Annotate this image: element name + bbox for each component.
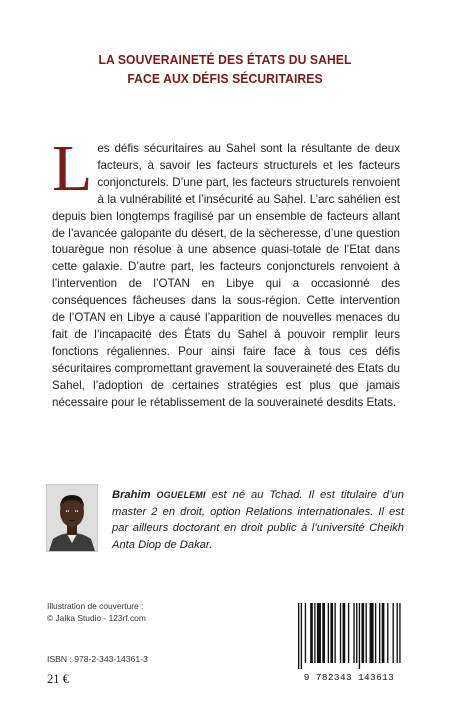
barcode-bar (375, 603, 376, 663)
barcode-bar (387, 603, 388, 663)
barcode-bar (298, 603, 299, 669)
barcode-bar (353, 603, 354, 663)
author-name (112, 489, 206, 501)
credits-line-1: Illustration de couverture : (47, 601, 144, 611)
drop-cap: L (52, 132, 93, 205)
summary-paragraph: es défis sécuritaires au Sahel sont la résultante de deux facteurs, à savoir les facteurs structurels et les facteurs conjoncturels. D’une part, les facteurs structurels renvoient à la vulnérabilité et l’insécurité au Sahel. L’arc sahélien est depuis bien longtemps fragilisé par un ensemble de facteurs allant de l’avancée galopante du désert, de la sècheresse, d’une question touarègue non résolue à une absence quasi-totale de l’Etat dans cette galaxie. D’autre part, les facteurs conjoncturels renvoient à l’intervention de l’OTAN en Libye qui a occasionné des conséquences fâcheuses dans la sous-région. Cette intervention de l’OTAN en Libye a causé l’apparition de nouvelles menaces du fait de l’incapacité des États du Sahel à pouvoir remplir leurs fonctions régaliennes. Pour ainsi faire face à tous ces défis sécuritaires compromettant gravement la souveraineté des Etats du Sahel, l’adoption de certaines stratégies est plus que jamais nécessaire pour le rétablissement de la souveraineté desdits Etats. (52, 142, 400, 409)
price: 21 € (47, 672, 69, 686)
barcode-bar (322, 603, 325, 663)
barcode-bar (393, 603, 394, 663)
barcode-bar (379, 603, 380, 663)
book-title (46, 50, 405, 88)
barcode-bar (328, 603, 329, 663)
title-line-1: LA SOUVERAINETÉ DES ÉTATS DU SAHEL (98, 52, 352, 67)
cover-credits (47, 601, 227, 624)
barcode-bar (382, 603, 385, 663)
barcode-bar (310, 603, 313, 663)
barcode-bar (370, 603, 374, 663)
barcode-bar (317, 603, 321, 663)
barcode-bar (348, 603, 349, 663)
barcode-bar (359, 603, 360, 669)
barcode-bar (314, 603, 315, 663)
author-first-name: Brahim (112, 489, 151, 501)
barcode-digits: 9 782343 143613 (303, 672, 395, 683)
isbn: ISBN : 978-2-343-14361-3 (47, 654, 148, 664)
barcode-bar (361, 603, 364, 663)
barcode-bar (330, 603, 333, 663)
author-bio-text: est né au Tchad. Il est titulaire d’un master 2 en droit, option Relations internationales. Il est par ailleurs doctorant en droit public à l’université Cheikh Anta Diop de Dakar. (112, 489, 404, 551)
author-last-name: OGUELEMI (156, 490, 206, 500)
barcode-bar (366, 603, 367, 663)
barcode-bar (343, 603, 346, 663)
barcode-bar (301, 603, 302, 669)
barcode-bar (334, 603, 335, 663)
title-line-2: FACE AUX DÉFIS SÉCURITAIRES (127, 71, 323, 86)
barcode-bar (356, 603, 357, 663)
barcode-bar (340, 603, 341, 663)
author-bio (112, 487, 404, 553)
summary-text (52, 132, 400, 412)
barcode-bars (290, 601, 408, 671)
author-photo (46, 484, 98, 552)
barcode (290, 601, 408, 685)
credits-line-2: © Jalka Studio - 123rf.com (47, 612, 146, 623)
barcode-bar (305, 603, 306, 663)
barcode-bar (397, 603, 398, 663)
barcode-bar (399, 603, 400, 663)
